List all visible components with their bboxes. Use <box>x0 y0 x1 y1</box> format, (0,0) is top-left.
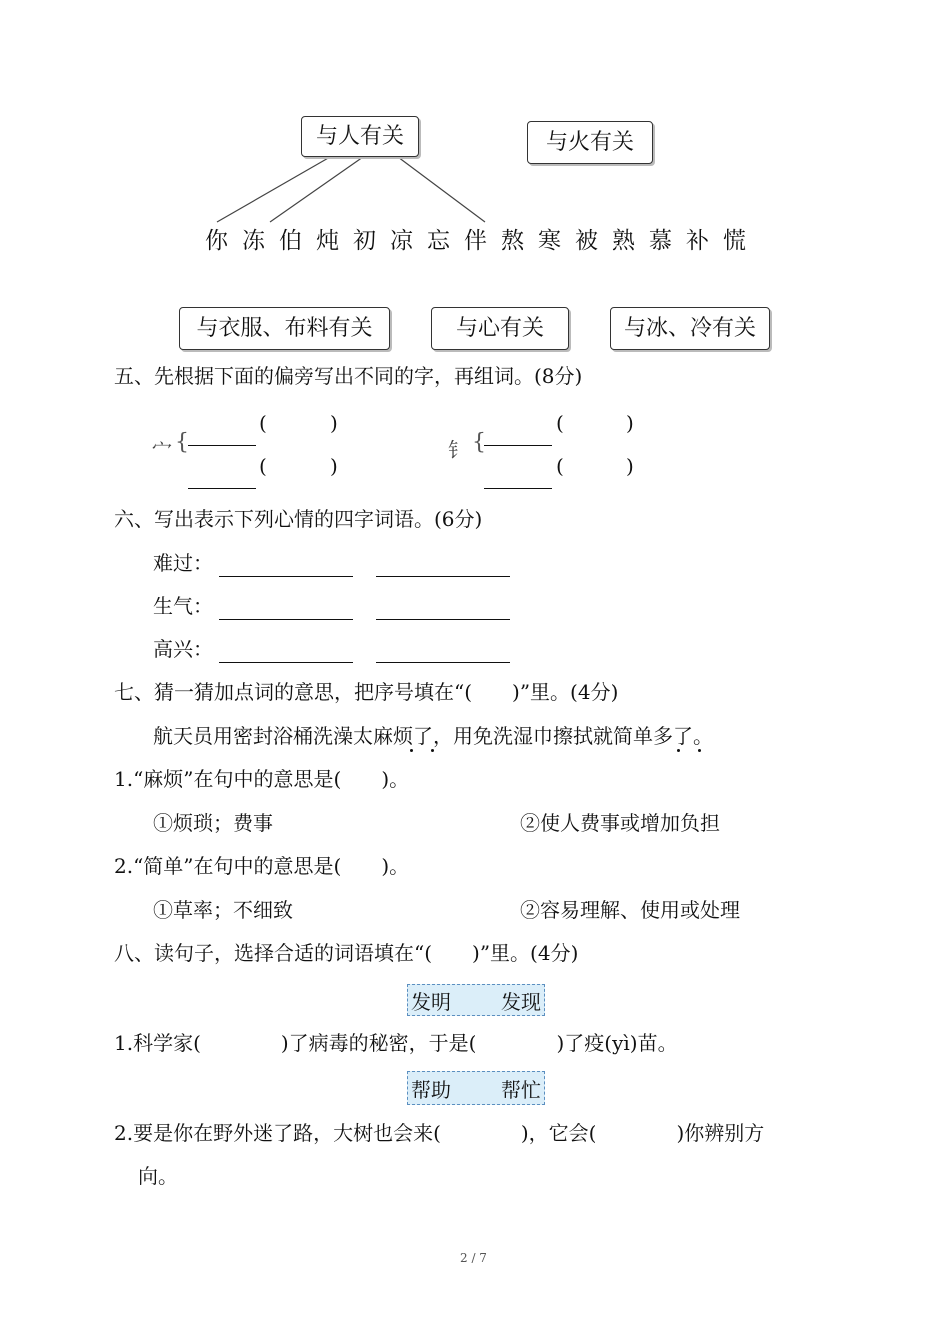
mood-label-happy: 高兴： <box>153 637 213 661</box>
section8-title: 八、读句子，选择合适的词语填在“( )”里。(4分) <box>114 941 579 965</box>
category-box-people <box>301 116 419 157</box>
category-label-heart: 与心有关 <box>455 315 544 341</box>
brace-left-1: { <box>175 430 189 455</box>
connector-line-2 <box>270 157 363 222</box>
char-item: 慕 <box>649 228 672 254</box>
word-choice-box-1 <box>407 984 545 1016</box>
paren-open-2a: ( <box>556 411 564 435</box>
section7-q2-option2: ②容易理解、使用或处理 <box>520 898 740 922</box>
blank-char-2b[interactable] <box>484 488 552 489</box>
paren-close-2a: ) <box>626 411 634 435</box>
paren-open-2b: ( <box>556 454 564 478</box>
blank-sad-2[interactable] <box>376 576 510 577</box>
section7-sentence: 航天员用密封浴桶洗澡太麻烦了，用免洗湿巾擦拭就简单多了。 <box>153 724 713 748</box>
word-choice-box-2 <box>407 1071 545 1105</box>
char-item: 补 <box>686 228 709 254</box>
blank-angry-1[interactable] <box>219 619 353 620</box>
page-number: 2 / 7 <box>460 1251 487 1265</box>
paren-close-1a: ) <box>330 411 338 435</box>
emphasis-dot <box>410 749 413 752</box>
char-item: 熟 <box>612 228 635 254</box>
category-label-people: 与人有关 <box>315 123 404 149</box>
connector-lines <box>0 0 950 260</box>
char-item: 初 <box>353 228 376 254</box>
section8-q2-line1: 2.要是你在野外迷了路，大树也会来( )，它会( )你辨别方 <box>114 1121 765 1145</box>
brace-left-2: { <box>472 430 486 455</box>
char-item: 寒 <box>538 228 561 254</box>
char-item: 你 <box>205 228 228 254</box>
blank-sad-1[interactable] <box>219 576 353 577</box>
section6-title: 六、写出表示下列心情的四字词语。(6分) <box>114 507 483 531</box>
char-item: 忘 <box>427 228 450 254</box>
word-choice-faming: 发明 <box>411 989 451 1014</box>
emphasis-dot <box>677 749 680 752</box>
paren-close-2b: ) <box>626 454 634 478</box>
emphasis-dot <box>431 749 434 752</box>
blank-char-1a[interactable] <box>188 445 256 446</box>
emphasis-dot <box>698 749 701 752</box>
section8-q2-line2: 向。 <box>138 1164 178 1188</box>
word-choice-faxian: 发现 <box>501 989 541 1014</box>
radical-mian: 宀 <box>152 438 172 462</box>
mood-label-sad: 难过： <box>153 551 213 575</box>
section7-q2: 2.“简单”在句中的意思是( )。 <box>114 854 410 878</box>
char-item: 冻 <box>242 228 265 254</box>
blank-angry-2[interactable] <box>376 619 510 620</box>
section8-q1: 1.科学家( )了病毒的秘密，于是( )了疫(yì)苗。 <box>114 1031 678 1055</box>
paren-open-1b: ( <box>259 454 267 478</box>
section7-title: 七、猜一猜加点词的意思，把序号填在“( )”里。(4分) <box>114 680 619 704</box>
category-box-clothes <box>179 307 390 350</box>
char-item: 慌 <box>723 228 746 254</box>
category-box-heart <box>431 307 569 350</box>
character-row <box>204 222 747 255</box>
char-item: 熬 <box>501 228 524 254</box>
blank-happy-2[interactable] <box>376 662 510 663</box>
blank-char-2a[interactable] <box>484 445 552 446</box>
char-item: 被 <box>575 228 598 254</box>
category-box-ice <box>610 307 770 350</box>
word-choice-bangzhu: 帮助 <box>411 1077 451 1102</box>
connector-line-3 <box>398 157 485 222</box>
char-item: 炖 <box>316 228 339 254</box>
section7-q1: 1.“麻烦”在句中的意思是( )。 <box>114 767 410 791</box>
section7-q1-option2: ②使人费事或增加负担 <box>520 811 720 835</box>
category-label-fire: 与火有关 <box>545 129 634 155</box>
section7-q1-option1: ①烦琐；费事 <box>153 811 273 835</box>
paren-open-1a: ( <box>259 411 267 435</box>
section5-title: 五、先根据下面的偏旁写出不同的字，再组词。(8分) <box>114 364 583 388</box>
section7-q2-option1: ①草率；不细致 <box>153 898 293 922</box>
blank-happy-1[interactable] <box>219 662 353 663</box>
paren-close-1b: ) <box>330 454 338 478</box>
category-label-ice: 与冰、冷有关 <box>623 315 756 341</box>
char-item: 伯 <box>279 228 302 254</box>
blank-char-1b[interactable] <box>188 488 256 489</box>
connector-line-1 <box>217 157 330 222</box>
category-box-fire <box>527 121 653 164</box>
category-label-clothes: 与衣服、布料有关 <box>196 315 373 341</box>
mood-label-angry: 生气： <box>153 594 213 618</box>
char-item: 伴 <box>464 228 487 254</box>
radical-jin: 钅 <box>448 438 468 462</box>
word-choice-bangmang: 帮忙 <box>501 1077 541 1102</box>
char-item: 凉 <box>390 228 413 254</box>
